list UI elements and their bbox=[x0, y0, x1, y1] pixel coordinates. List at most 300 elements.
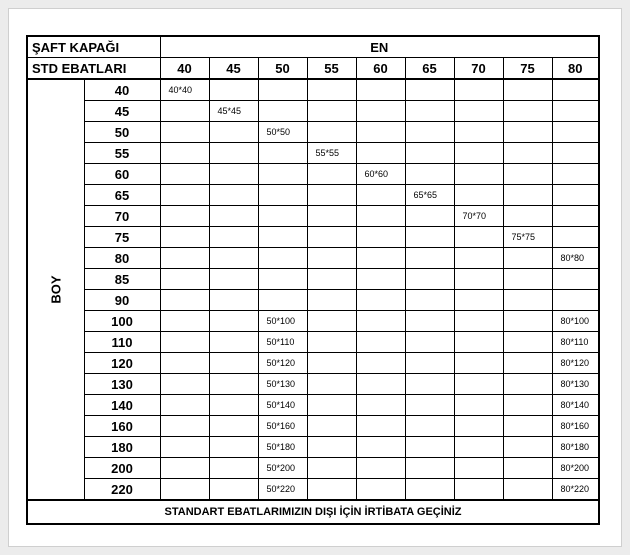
size-value bbox=[357, 484, 365, 494]
height-header bbox=[27, 79, 84, 500]
table-cell bbox=[258, 290, 307, 311]
size-value bbox=[161, 421, 169, 431]
table-cell bbox=[454, 164, 503, 185]
table-cell bbox=[307, 164, 356, 185]
size-value bbox=[553, 274, 561, 284]
size-value: 50*180 bbox=[266, 442, 296, 452]
table-row bbox=[27, 101, 599, 122]
size-value bbox=[308, 232, 316, 242]
table-cell bbox=[209, 227, 258, 248]
size-value bbox=[357, 127, 365, 137]
table-cell bbox=[160, 311, 209, 332]
size-value bbox=[161, 232, 169, 242]
size-value bbox=[259, 85, 267, 95]
table-cell bbox=[454, 479, 503, 501]
table-cell bbox=[307, 122, 356, 143]
table-cell bbox=[160, 227, 209, 248]
table-cell bbox=[405, 248, 454, 269]
table-cell bbox=[552, 79, 599, 101]
table-cell bbox=[307, 185, 356, 206]
row-label: 60 bbox=[84, 164, 160, 185]
size-value bbox=[504, 169, 512, 179]
table-row bbox=[27, 374, 599, 395]
table-cell bbox=[160, 101, 209, 122]
size-value bbox=[259, 169, 267, 179]
size-value bbox=[504, 211, 512, 221]
size-value bbox=[357, 274, 365, 284]
table-cell bbox=[405, 164, 454, 185]
table-cell bbox=[209, 332, 258, 353]
row-label: 220 bbox=[84, 479, 160, 501]
table-row bbox=[27, 79, 599, 101]
size-value: 55*55 bbox=[315, 148, 340, 158]
size-value bbox=[308, 253, 316, 263]
table-row bbox=[27, 479, 599, 501]
size-value bbox=[504, 379, 512, 389]
size-value bbox=[161, 484, 169, 494]
table-cell bbox=[503, 353, 552, 374]
row-label: 80 bbox=[84, 248, 160, 269]
table-cell bbox=[307, 143, 356, 164]
size-value bbox=[406, 295, 414, 305]
size-value bbox=[210, 400, 218, 410]
table-title-line1: ŞAFT KAPAĞI bbox=[27, 36, 160, 58]
table-row bbox=[27, 206, 599, 227]
size-value bbox=[308, 295, 316, 305]
table-cell bbox=[405, 143, 454, 164]
table-cell bbox=[454, 437, 503, 458]
size-value bbox=[357, 211, 365, 221]
width-header: EN bbox=[160, 36, 599, 58]
table-cell bbox=[258, 374, 307, 395]
row-label: 40 bbox=[84, 79, 160, 101]
table-row bbox=[27, 353, 599, 374]
size-value bbox=[308, 337, 316, 347]
table-cell bbox=[307, 101, 356, 122]
size-value bbox=[161, 463, 169, 473]
table-cell bbox=[552, 164, 599, 185]
table-cell bbox=[454, 269, 503, 290]
size-value bbox=[455, 127, 463, 137]
table-cell bbox=[405, 416, 454, 437]
table-cell bbox=[258, 227, 307, 248]
size-value bbox=[553, 190, 561, 200]
table-cell bbox=[552, 395, 599, 416]
size-value: 50*130 bbox=[266, 379, 296, 389]
size-value bbox=[308, 484, 316, 494]
table-cell bbox=[258, 164, 307, 185]
table-cell bbox=[405, 185, 454, 206]
table-cell bbox=[356, 143, 405, 164]
size-value bbox=[357, 85, 365, 95]
size-value bbox=[161, 253, 169, 263]
table-row bbox=[27, 311, 599, 332]
size-value bbox=[161, 379, 169, 389]
size-value: 65*65 bbox=[413, 190, 438, 200]
column-header: 50 bbox=[258, 58, 307, 80]
size-value: 45*45 bbox=[217, 106, 242, 116]
size-value bbox=[553, 106, 561, 116]
row-label: 70 bbox=[84, 206, 160, 227]
size-value bbox=[161, 358, 169, 368]
table-cell bbox=[503, 101, 552, 122]
size-value bbox=[308, 379, 316, 389]
table-cell bbox=[454, 185, 503, 206]
row-label: 110 bbox=[84, 332, 160, 353]
size-value: 80*130 bbox=[560, 379, 590, 389]
size-value bbox=[357, 337, 365, 347]
table-cell bbox=[258, 206, 307, 227]
table-cell bbox=[356, 311, 405, 332]
table-row bbox=[27, 332, 599, 353]
table-cell bbox=[209, 437, 258, 458]
table-cell bbox=[552, 143, 599, 164]
table-row bbox=[27, 269, 599, 290]
row-label: 55 bbox=[84, 143, 160, 164]
table-cell bbox=[307, 332, 356, 353]
table-title-line2: STD EBATLARI bbox=[27, 58, 160, 80]
size-value bbox=[406, 169, 414, 179]
table-cell bbox=[552, 269, 599, 290]
table-cell bbox=[160, 143, 209, 164]
size-value bbox=[406, 232, 414, 242]
size-value bbox=[161, 148, 169, 158]
size-value bbox=[553, 169, 561, 179]
table-cell bbox=[503, 206, 552, 227]
size-value bbox=[406, 421, 414, 431]
size-value bbox=[210, 274, 218, 284]
size-value bbox=[455, 106, 463, 116]
row-label: 100 bbox=[84, 311, 160, 332]
table-cell bbox=[209, 479, 258, 501]
table-cell bbox=[552, 101, 599, 122]
size-value bbox=[161, 106, 169, 116]
size-value bbox=[210, 232, 218, 242]
size-value bbox=[406, 463, 414, 473]
size-value bbox=[357, 253, 365, 263]
column-header: 75 bbox=[503, 58, 552, 80]
table-cell bbox=[258, 416, 307, 437]
size-value bbox=[455, 400, 463, 410]
table-cell bbox=[405, 101, 454, 122]
table-cell bbox=[307, 416, 356, 437]
size-value bbox=[259, 253, 267, 263]
size-value: 80*220 bbox=[560, 484, 590, 494]
table-cell bbox=[258, 101, 307, 122]
table-cell bbox=[356, 269, 405, 290]
table-cell bbox=[503, 374, 552, 395]
size-value bbox=[210, 463, 218, 473]
table-cell bbox=[405, 122, 454, 143]
table-cell bbox=[552, 185, 599, 206]
size-value bbox=[308, 316, 316, 326]
table-cell bbox=[307, 248, 356, 269]
table-cell bbox=[258, 458, 307, 479]
table-cell bbox=[552, 479, 599, 501]
table-cell bbox=[503, 311, 552, 332]
row-label: 140 bbox=[84, 395, 160, 416]
table-cell bbox=[160, 248, 209, 269]
size-value bbox=[406, 148, 414, 158]
table-cell bbox=[160, 353, 209, 374]
size-value bbox=[553, 211, 561, 221]
size-value: 80*180 bbox=[560, 442, 590, 452]
size-value bbox=[455, 253, 463, 263]
table-cell bbox=[356, 164, 405, 185]
row-label: 45 bbox=[84, 101, 160, 122]
size-value bbox=[210, 148, 218, 158]
row-label: 85 bbox=[84, 269, 160, 290]
table-cell bbox=[307, 374, 356, 395]
table-row bbox=[27, 143, 599, 164]
size-value: 70*70 bbox=[462, 211, 487, 221]
table-cell bbox=[307, 479, 356, 501]
size-value bbox=[210, 337, 218, 347]
column-header: 55 bbox=[307, 58, 356, 80]
size-value bbox=[455, 295, 463, 305]
size-value bbox=[308, 421, 316, 431]
table-cell bbox=[160, 164, 209, 185]
table-cell bbox=[405, 227, 454, 248]
size-value bbox=[161, 337, 169, 347]
size-value bbox=[406, 274, 414, 284]
size-value bbox=[504, 85, 512, 95]
table-cell bbox=[209, 101, 258, 122]
size-value bbox=[357, 232, 365, 242]
table-cell bbox=[552, 437, 599, 458]
size-value bbox=[259, 106, 267, 116]
table-cell bbox=[503, 185, 552, 206]
table-cell bbox=[209, 395, 258, 416]
size-value bbox=[161, 169, 169, 179]
size-value bbox=[504, 295, 512, 305]
table-cell bbox=[356, 479, 405, 501]
size-value bbox=[210, 190, 218, 200]
size-value bbox=[406, 442, 414, 452]
table-cell bbox=[405, 311, 454, 332]
size-value: 80*80 bbox=[560, 253, 585, 263]
table-row bbox=[27, 185, 599, 206]
table-cell bbox=[209, 416, 258, 437]
table-cell bbox=[454, 143, 503, 164]
table-cell bbox=[258, 269, 307, 290]
size-value: 80*140 bbox=[560, 400, 590, 410]
table-cell bbox=[454, 248, 503, 269]
table-cell bbox=[552, 311, 599, 332]
size-value bbox=[259, 295, 267, 305]
table-cell bbox=[503, 290, 552, 311]
size-value bbox=[357, 316, 365, 326]
size-value bbox=[357, 190, 365, 200]
size-value bbox=[357, 421, 365, 431]
table-cell bbox=[356, 416, 405, 437]
size-value bbox=[455, 379, 463, 389]
size-value bbox=[308, 106, 316, 116]
table-cell bbox=[209, 79, 258, 101]
table-cell bbox=[454, 101, 503, 122]
table-cell bbox=[258, 122, 307, 143]
size-value bbox=[504, 484, 512, 494]
size-value bbox=[259, 190, 267, 200]
size-value bbox=[210, 379, 218, 389]
table-cell bbox=[405, 269, 454, 290]
table-cell bbox=[258, 185, 307, 206]
table-cell bbox=[258, 437, 307, 458]
table-cell bbox=[454, 395, 503, 416]
row-label: 200 bbox=[84, 458, 160, 479]
table-cell bbox=[160, 185, 209, 206]
size-value bbox=[406, 85, 414, 95]
size-value bbox=[357, 379, 365, 389]
column-header: 45 bbox=[209, 58, 258, 80]
table-cell bbox=[503, 332, 552, 353]
size-value bbox=[455, 484, 463, 494]
size-value bbox=[161, 190, 169, 200]
size-value bbox=[308, 463, 316, 473]
table-cell bbox=[258, 479, 307, 501]
size-value bbox=[406, 358, 414, 368]
size-value: 75*75 bbox=[511, 232, 536, 242]
size-value bbox=[308, 85, 316, 95]
size-value bbox=[553, 232, 561, 242]
size-value bbox=[504, 127, 512, 137]
size-value bbox=[210, 421, 218, 431]
table-cell bbox=[454, 206, 503, 227]
table-cell bbox=[209, 311, 258, 332]
size-value bbox=[455, 358, 463, 368]
row-label: 180 bbox=[84, 437, 160, 458]
table-cell bbox=[209, 290, 258, 311]
table-cell bbox=[454, 79, 503, 101]
size-value bbox=[210, 127, 218, 137]
size-value: 80*120 bbox=[560, 358, 590, 368]
size-value bbox=[406, 337, 414, 347]
size-value bbox=[210, 316, 218, 326]
size-value bbox=[406, 316, 414, 326]
size-value bbox=[308, 274, 316, 284]
table-cell bbox=[552, 227, 599, 248]
table-cell bbox=[160, 269, 209, 290]
table-cell bbox=[405, 79, 454, 101]
size-value: 50*140 bbox=[266, 400, 296, 410]
table-cell bbox=[405, 290, 454, 311]
table-cell bbox=[356, 248, 405, 269]
table-cell bbox=[552, 206, 599, 227]
table-cell bbox=[552, 332, 599, 353]
column-header: 60 bbox=[356, 58, 405, 80]
size-value: 80*110 bbox=[560, 337, 589, 347]
size-value bbox=[210, 85, 218, 95]
size-value bbox=[455, 337, 463, 347]
size-value bbox=[504, 316, 512, 326]
size-value bbox=[259, 148, 267, 158]
table-cell bbox=[356, 79, 405, 101]
height-header-label: BOY bbox=[48, 275, 64, 304]
table-cell bbox=[454, 353, 503, 374]
size-value bbox=[504, 148, 512, 158]
row-label: 50 bbox=[84, 122, 160, 143]
table-cell bbox=[209, 185, 258, 206]
table-cell bbox=[209, 458, 258, 479]
size-value: 50*50 bbox=[266, 127, 291, 137]
table-cell bbox=[405, 437, 454, 458]
table-row bbox=[27, 248, 599, 269]
size-value bbox=[406, 106, 414, 116]
size-value bbox=[210, 442, 218, 452]
table-cell bbox=[160, 416, 209, 437]
size-value bbox=[455, 316, 463, 326]
table-cell bbox=[454, 227, 503, 248]
table-cell bbox=[307, 353, 356, 374]
size-value bbox=[455, 421, 463, 431]
table-cell bbox=[307, 290, 356, 311]
table-cell bbox=[356, 437, 405, 458]
table-cell bbox=[160, 437, 209, 458]
table-cell bbox=[356, 353, 405, 374]
size-value: 50*110 bbox=[266, 337, 295, 347]
table-cell bbox=[356, 395, 405, 416]
table-cell bbox=[209, 206, 258, 227]
table-cell bbox=[405, 374, 454, 395]
table-cell bbox=[356, 206, 405, 227]
table-cell bbox=[307, 206, 356, 227]
table-cell bbox=[258, 79, 307, 101]
size-value bbox=[161, 316, 169, 326]
table-cell bbox=[258, 248, 307, 269]
table-cell bbox=[307, 227, 356, 248]
table-row bbox=[27, 437, 599, 458]
table-cell bbox=[503, 395, 552, 416]
table-cell bbox=[307, 269, 356, 290]
document-frame bbox=[8, 8, 622, 547]
table-cell bbox=[405, 332, 454, 353]
size-value bbox=[455, 148, 463, 158]
table-cell bbox=[356, 122, 405, 143]
size-value bbox=[357, 295, 365, 305]
size-value: 80*160 bbox=[560, 421, 590, 431]
table-cell bbox=[160, 290, 209, 311]
table-cell bbox=[209, 143, 258, 164]
size-value bbox=[455, 232, 463, 242]
size-value bbox=[210, 169, 218, 179]
table-cell bbox=[503, 416, 552, 437]
size-value bbox=[210, 358, 218, 368]
size-value bbox=[161, 211, 169, 221]
size-value bbox=[308, 442, 316, 452]
table-cell bbox=[356, 101, 405, 122]
size-value bbox=[504, 400, 512, 410]
table-cell bbox=[503, 458, 552, 479]
size-value bbox=[406, 484, 414, 494]
row-label: 120 bbox=[84, 353, 160, 374]
size-value bbox=[455, 442, 463, 452]
table-cell bbox=[503, 164, 552, 185]
size-value bbox=[357, 148, 365, 158]
table-cell bbox=[405, 206, 454, 227]
size-value: 80*100 bbox=[560, 316, 590, 326]
table-cell bbox=[160, 395, 209, 416]
size-value: 50*100 bbox=[266, 316, 296, 326]
size-value bbox=[406, 379, 414, 389]
table-cell bbox=[552, 458, 599, 479]
table-row bbox=[27, 227, 599, 248]
table-cell bbox=[209, 248, 258, 269]
table-cell bbox=[503, 437, 552, 458]
table-cell bbox=[454, 416, 503, 437]
table-cell bbox=[258, 353, 307, 374]
table-cell bbox=[160, 122, 209, 143]
table-row bbox=[27, 416, 599, 437]
